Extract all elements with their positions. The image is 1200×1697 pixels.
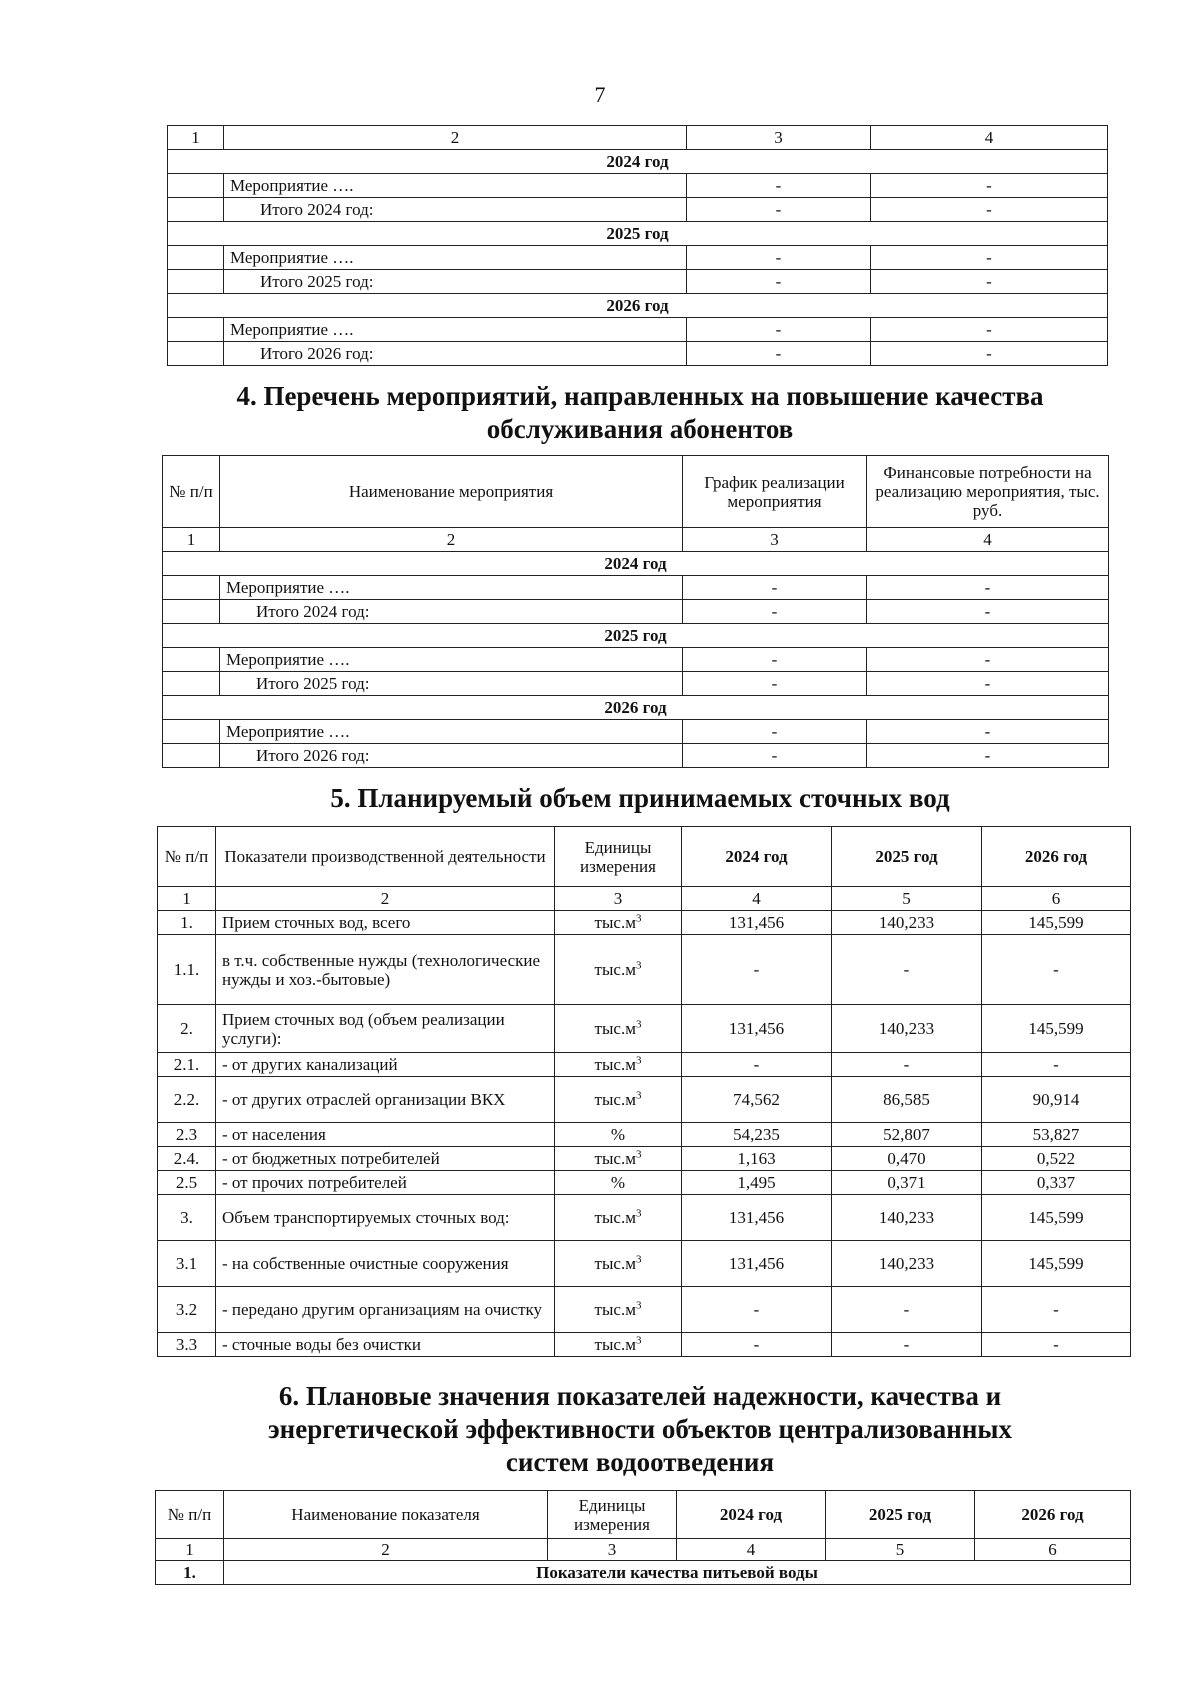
table-row [158, 1147, 1131, 1171]
row-number: 1. [156, 1561, 224, 1585]
unit-exponent: 3 [635, 1054, 642, 1067]
finance-value: - [867, 720, 1109, 744]
activity-name: Мероприятие …. [220, 720, 683, 744]
unit-label: тыс.м [594, 1149, 636, 1168]
header-row [158, 827, 1131, 887]
subtotal-name: Итого 2025 год: [220, 672, 683, 696]
indicator-name: - от прочих потребителей [216, 1171, 555, 1195]
row-number: 2.3 [158, 1123, 216, 1147]
schedule-value: - [683, 648, 867, 672]
header-cell: Наименование показателя [224, 1491, 548, 1539]
table-row [158, 935, 1131, 1005]
finance-value: - [871, 342, 1108, 366]
year-label: 2026 год [168, 294, 1108, 318]
value-2025: 0,371 [832, 1171, 982, 1195]
finance-value: - [867, 648, 1109, 672]
finance-value: - [867, 576, 1109, 600]
table-row [158, 1005, 1131, 1053]
value-2026: - [982, 1287, 1131, 1333]
schedule-value: - [687, 174, 871, 198]
table-row [158, 1241, 1131, 1287]
indicator-group-name: Показатели качества питьевой воды [224, 1561, 1131, 1585]
unit-cell [555, 1171, 682, 1195]
unit-exponent: 3 [635, 1299, 642, 1312]
year-label: 2025 год [163, 624, 1109, 648]
unit-cell [555, 1241, 682, 1287]
indicator-name: - от других канализаций [216, 1053, 555, 1077]
section-6-title-line3: систем водоотведения [505, 1447, 775, 1477]
table-row [163, 672, 1109, 696]
year-row [163, 624, 1109, 648]
value-2024: - [682, 1053, 832, 1077]
header-cell: № п/п [156, 1491, 224, 1539]
indicator-name: в т.ч. собственные нужды (технологические нужды и хоз.-бытовые) [216, 935, 555, 1005]
table-row [158, 1333, 1131, 1357]
table-row [168, 174, 1108, 198]
column-number-row [156, 1539, 1131, 1561]
value-2025: - [832, 935, 982, 1005]
header-cell: 2025 год [826, 1491, 975, 1539]
col-number: 4 [677, 1539, 826, 1561]
value-2025: - [832, 1333, 982, 1357]
table-row [168, 246, 1108, 270]
col-number: 5 [826, 1539, 975, 1561]
header-cell: Наименование мероприятия [220, 456, 683, 528]
col-number: 3 [555, 887, 682, 911]
activity-name: Мероприятие …. [224, 246, 687, 270]
finance-value: - [871, 246, 1108, 270]
finance-value: - [867, 672, 1109, 696]
row-number: 3.2 [158, 1287, 216, 1333]
finance-value: - [871, 318, 1108, 342]
unit-cell [555, 1005, 682, 1053]
unit-cell [555, 911, 682, 935]
year-row [163, 696, 1109, 720]
finance-value: - [871, 198, 1108, 222]
row-number: 2.4. [158, 1147, 216, 1171]
unit-label: тыс.м [594, 1090, 636, 1109]
value-2024: - [682, 1333, 832, 1357]
subtotal-name: Итого 2024 год: [224, 198, 687, 222]
section-4-title [150, 380, 1130, 446]
unit-exponent: 3 [635, 1253, 642, 1266]
value-2026: 145,599 [982, 1195, 1131, 1241]
value-2025: 140,233 [832, 911, 982, 935]
table-row [163, 720, 1109, 744]
unit-label: тыс.м [594, 1300, 636, 1319]
year-row [168, 294, 1108, 318]
unit-exponent: 3 [635, 1018, 642, 1031]
column-number-row [168, 126, 1108, 150]
row-number: 3.1 [158, 1241, 216, 1287]
value-2024: 54,235 [682, 1123, 832, 1147]
wastewater-rows [158, 911, 1131, 1357]
col-number: 1 [168, 126, 224, 150]
unit-label: % [610, 1125, 626, 1144]
value-2026: 53,827 [982, 1123, 1131, 1147]
section-6-title [150, 1380, 1130, 1479]
unit-label: тыс.м [594, 1019, 636, 1038]
row-number: 3.3 [158, 1333, 216, 1357]
header-cell: Единицы измерения [548, 1491, 677, 1539]
unit-cell [555, 1333, 682, 1357]
unit-cell [555, 1287, 682, 1333]
value-2024: - [682, 1287, 832, 1333]
year-row [168, 222, 1108, 246]
value-2024: 74,562 [682, 1077, 832, 1123]
table-row [158, 1123, 1131, 1147]
value-2026: 0,522 [982, 1147, 1131, 1171]
unit-label: тыс.м [594, 1055, 636, 1074]
table-row [163, 648, 1109, 672]
year-row [163, 552, 1109, 576]
column-number-row [163, 528, 1109, 552]
value-2025: 140,233 [832, 1241, 982, 1287]
unit-label: тыс.м [594, 1254, 636, 1273]
col-number: 3 [683, 528, 867, 552]
subtotal-name: Итого 2024 год: [220, 600, 683, 624]
finance-value: - [867, 600, 1109, 624]
section-4-title-line1: 4. Перечень мероприятий, направленных на повышение качества [236, 381, 1044, 411]
unit-cell [555, 1077, 682, 1123]
row-number: 2.5 [158, 1171, 216, 1195]
value-2025: 52,807 [832, 1123, 982, 1147]
header-cell: 2025 год [832, 827, 982, 887]
value-2024: 131,456 [682, 1005, 832, 1053]
schedule-value: - [687, 318, 871, 342]
value-2025: 86,585 [832, 1077, 982, 1123]
section-6-title-line1: 6. Плановые значения показателей надежности, качества и [278, 1381, 1002, 1411]
col-number: 3 [687, 126, 871, 150]
table-row [163, 600, 1109, 624]
schedule-value: - [683, 720, 867, 744]
unit-cell [555, 1053, 682, 1077]
year-label: 2026 год [163, 696, 1109, 720]
subtotal-name: Итого 2026 год: [220, 744, 683, 768]
subtotal-name: Итого 2026 год: [224, 342, 687, 366]
year-row [168, 150, 1108, 174]
value-2026: 145,599 [982, 1241, 1131, 1287]
service-quality-table [162, 455, 1109, 768]
value-2026: 145,599 [982, 911, 1131, 935]
year-label: 2025 год [168, 222, 1108, 246]
section-4-title-line2: обслуживания абонентов [486, 414, 794, 444]
unit-cell [555, 935, 682, 1005]
activity-name: Мероприятие …. [224, 174, 687, 198]
table-row [158, 911, 1131, 935]
unit-cell [555, 1147, 682, 1171]
col-number: 3 [548, 1539, 677, 1561]
table-row [168, 198, 1108, 222]
value-2025: 140,233 [832, 1005, 982, 1053]
value-2025: 0,470 [832, 1147, 982, 1171]
activity-name: Мероприятие …. [220, 648, 683, 672]
unit-exponent: 3 [635, 912, 642, 925]
table-row [158, 1053, 1131, 1077]
row-number: 1. [158, 911, 216, 935]
section-6-title-line2: энергетической эффективности объектов централизованных [267, 1414, 1012, 1444]
unit-label: тыс.м [594, 1208, 636, 1227]
page-number: 7 [594, 82, 606, 107]
header-cell: № п/п [158, 827, 216, 887]
value-2026: - [982, 935, 1131, 1005]
table-row [158, 1195, 1131, 1241]
table-row [156, 1561, 1131, 1585]
header-row [156, 1491, 1131, 1539]
unit-label: % [610, 1173, 626, 1192]
header-cell: Показатели производственной деятельности [216, 827, 555, 887]
col-number: 5 [832, 887, 982, 911]
unit-label: тыс.м [594, 960, 636, 979]
indicator-name: Прием сточных вод, всего [216, 911, 555, 935]
activity-name: Мероприятие …. [220, 576, 683, 600]
unit-cell [555, 1195, 682, 1241]
col-number: 2 [216, 887, 555, 911]
column-number-row [158, 887, 1131, 911]
reliability-indicators-table [155, 1490, 1131, 1585]
header-cell: 2026 год [975, 1491, 1131, 1539]
table-row [158, 1171, 1131, 1195]
header-cell: 2024 год [682, 827, 832, 887]
row-number: 2. [158, 1005, 216, 1053]
col-number: 4 [867, 528, 1109, 552]
indicator-name: - передано другим организациям на очистку [216, 1287, 555, 1333]
col-number: 1 [158, 887, 216, 911]
row-number: 1.1. [158, 935, 216, 1005]
header-cell: График реализации мероприятия [683, 456, 867, 528]
value-2026: - [982, 1053, 1131, 1077]
row-number: 3. [158, 1195, 216, 1241]
indicator-name: - сточные воды без очистки [216, 1333, 555, 1357]
table-row [158, 1287, 1131, 1333]
value-2024: 1,495 [682, 1171, 832, 1195]
header-cell: 2026 год [982, 827, 1131, 887]
year-label: 2024 год [163, 552, 1109, 576]
table-row [168, 318, 1108, 342]
value-2024: 131,456 [682, 1195, 832, 1241]
schedule-value: - [683, 576, 867, 600]
indicator-name: - от других отраслей организации ВКХ [216, 1077, 555, 1123]
finance-value: - [867, 744, 1109, 768]
table-row [163, 576, 1109, 600]
header-cell: № п/п [163, 456, 220, 528]
finance-value: - [871, 174, 1108, 198]
unit-exponent: 3 [635, 1148, 642, 1161]
value-2026: 0,337 [982, 1171, 1131, 1195]
value-2026: 90,914 [982, 1077, 1131, 1123]
subtotal-name: Итого 2025 год: [224, 270, 687, 294]
unit-exponent: 3 [635, 959, 642, 972]
indicator-name: - от населения [216, 1123, 555, 1147]
table-row [168, 270, 1108, 294]
value-2026: 145,599 [982, 1005, 1131, 1053]
value-2024: - [682, 935, 832, 1005]
unit-label: тыс.м [594, 1335, 636, 1354]
value-2025: - [832, 1287, 982, 1333]
year-label: 2024 год [168, 150, 1108, 174]
activity-name: Мероприятие …. [224, 318, 687, 342]
schedule-value: - [683, 744, 867, 768]
schedule-value: - [687, 198, 871, 222]
table-row [158, 1077, 1131, 1123]
col-number: 1 [163, 528, 220, 552]
wastewater-volume-table [157, 826, 1131, 1357]
schedule-value: - [683, 672, 867, 696]
finance-value: - [871, 270, 1108, 294]
row-number: 2.2. [158, 1077, 216, 1123]
unit-exponent: 3 [635, 1089, 642, 1102]
header-cell: Единицы измерения [555, 827, 682, 887]
col-number: 2 [220, 528, 683, 552]
header-row [163, 456, 1109, 528]
col-number: 4 [871, 126, 1108, 150]
unit-cell [555, 1123, 682, 1147]
col-number: 4 [682, 887, 832, 911]
header-cell: Финансовые потребности на реализацию мероприятия, тыс. руб. [867, 456, 1109, 528]
schedule-value: - [687, 246, 871, 270]
value-2024: 1,163 [682, 1147, 832, 1171]
unit-label: тыс.м [594, 913, 636, 932]
schedule-value: - [683, 600, 867, 624]
value-2026: - [982, 1333, 1131, 1357]
activities-table-continued [167, 125, 1108, 366]
value-2025: 140,233 [832, 1195, 982, 1241]
table-row [163, 744, 1109, 768]
value-2024: 131,456 [682, 911, 832, 935]
col-number: 1 [156, 1539, 224, 1561]
indicator-name: Объем транспортируемых сточных вод: [216, 1195, 555, 1241]
value-2025: - [832, 1053, 982, 1077]
col-number: 2 [224, 1539, 548, 1561]
row-number: 2.1. [158, 1053, 216, 1077]
indicator-name: - на собственные очистные сооружения [216, 1241, 555, 1287]
value-2024: 131,456 [682, 1241, 832, 1287]
indicator-name: - от бюджетных потребителей [216, 1147, 555, 1171]
unit-exponent: 3 [635, 1334, 642, 1347]
col-number: 6 [975, 1539, 1131, 1561]
header-cell: 2024 год [677, 1491, 826, 1539]
schedule-value: - [687, 342, 871, 366]
col-number: 6 [982, 887, 1131, 911]
col-number: 2 [224, 126, 687, 150]
indicator-name: Прием сточных вод (объем реализации услуги): [216, 1005, 555, 1053]
table-row [168, 342, 1108, 366]
schedule-value: - [687, 270, 871, 294]
unit-exponent: 3 [635, 1207, 642, 1220]
section-5-title: 5. Планируемый объем принимаемых сточных вод [330, 783, 950, 813]
